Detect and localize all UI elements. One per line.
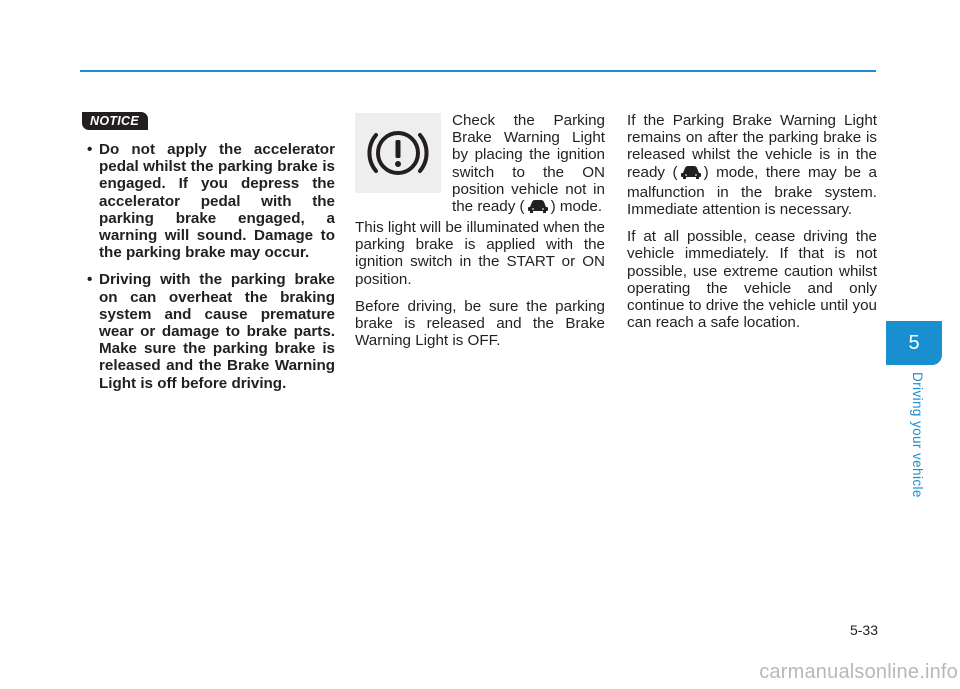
notice-item xyxy=(82,271,335,391)
malfunction-text: If the Parking Brake Warning Light remains on after the parking brake is released whilst the vehicle is in the ready ( ) mode, there may be a malfunction in the brake system. Immediate attention is necessary. xyxy=(627,112,877,219)
check-light-text: Check the Parking Brake Warning Light by placing the ignition switch to the ON position vehicle not in the ready ( ) mode. xyxy=(452,112,605,218)
right-column xyxy=(627,112,877,341)
middle-column xyxy=(355,112,605,359)
brake-warning-icon xyxy=(366,121,430,185)
top-rule xyxy=(80,70,876,72)
bullet-icon: • xyxy=(87,271,93,289)
notice-column xyxy=(82,112,335,402)
notice-item-text: Driving with the parking brake on can overheat the braking system and cause premature wear or damage to brake parts. Make sure the parking brake is released and the Brake Warning Light is off before driving. xyxy=(99,271,335,392)
cease-driving-text: If at all possible, cease driving the vehicle immediately. If that is not possible, use extreme caution whilst operating the vehicle and only continue to drive the vehicle until you can reach a safe location. xyxy=(627,228,877,332)
notice-item-text: Do not apply the accelerator pedal whilst the parking brake is engaged. If you depress the accelerator pedal with the parking brake engaged, a warning will sound. Damage to the parking brake may occur. xyxy=(99,141,335,262)
chapter-tab: 5 xyxy=(886,321,942,365)
warning-icon-box xyxy=(355,113,441,193)
ready-car-icon xyxy=(527,198,549,218)
illumination-text: This light will be illuminated when the parking brake is applied with the ignition switch in the START or ON position. xyxy=(355,219,605,288)
bullet-icon: • xyxy=(87,141,93,158)
watermark: carmanualsonline.info xyxy=(759,661,958,683)
ready-car-icon xyxy=(680,164,702,184)
chapter-title: Driving your vehicle xyxy=(910,372,925,498)
page-number: 5-33 xyxy=(849,622,878,638)
notice-item xyxy=(82,141,335,261)
before-driving-text: Before driving, be sure the parking brake is released and the Brake Warning Light is OFF. xyxy=(355,297,605,350)
notice-list xyxy=(82,141,335,392)
notice-badge: NOTICE xyxy=(82,112,148,130)
warning-block xyxy=(355,112,605,216)
